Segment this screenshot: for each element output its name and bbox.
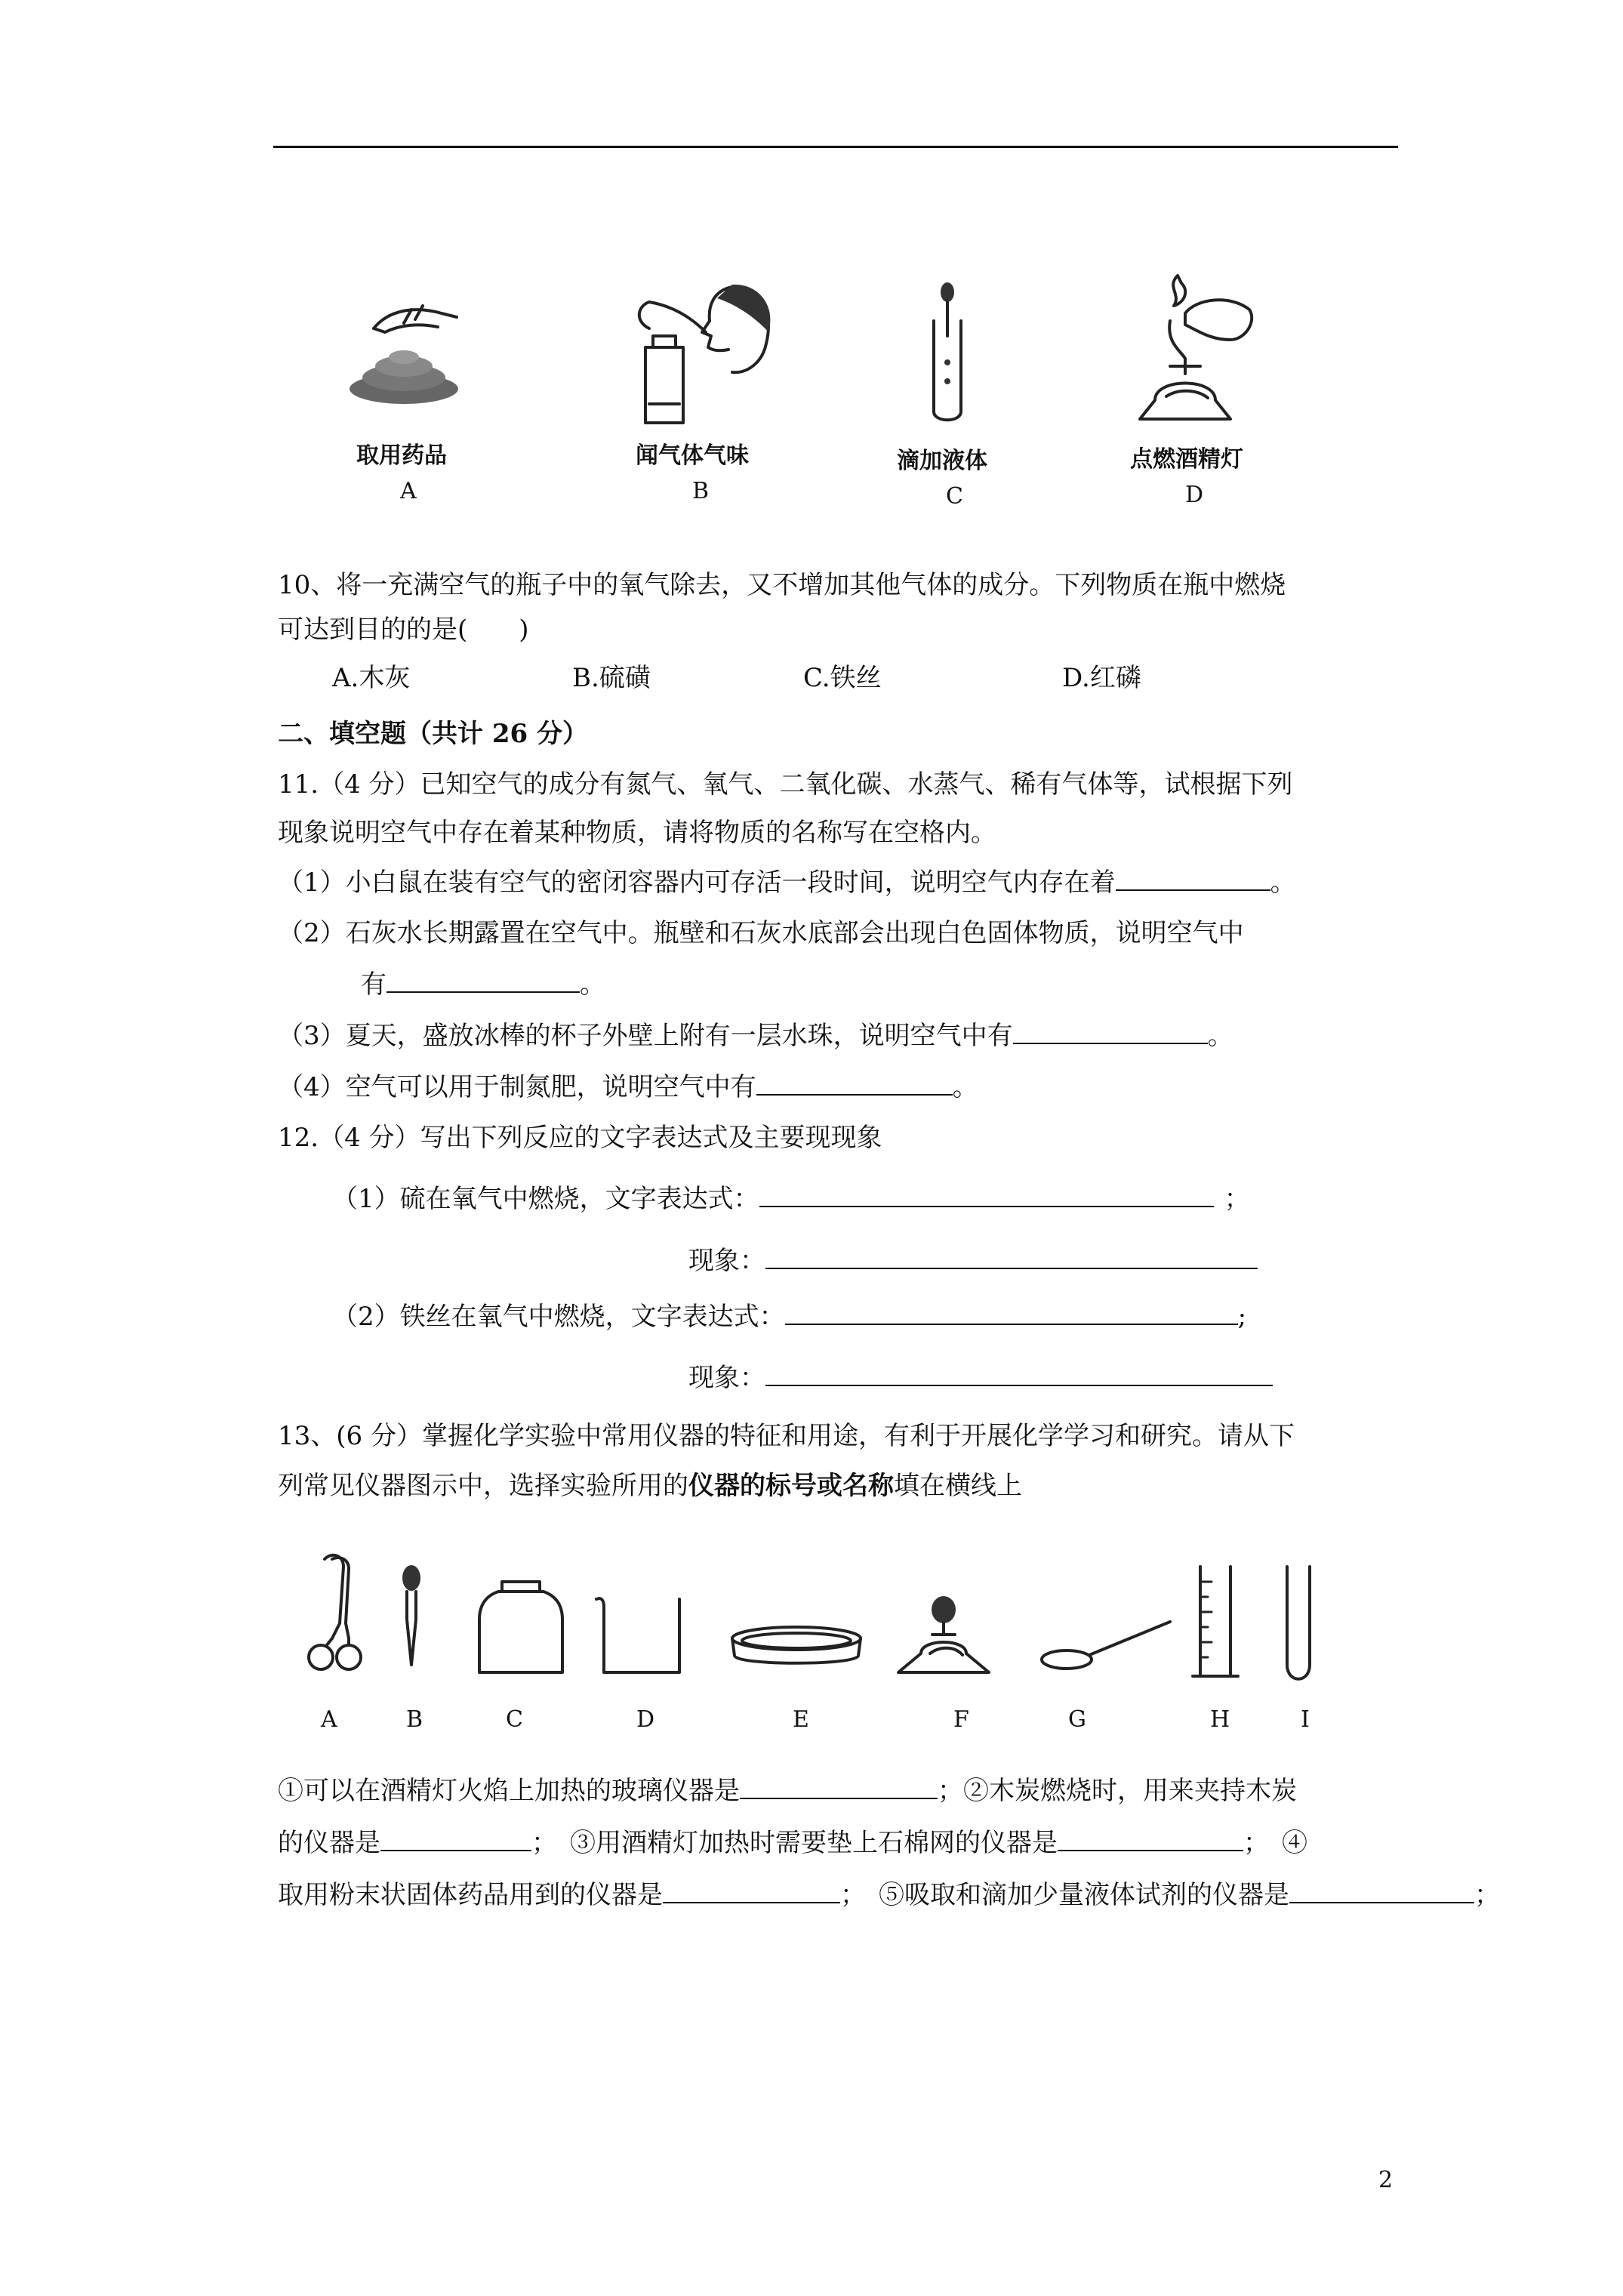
- q11-blank-2[interactable]: [387, 969, 580, 993]
- q12-title: 12.（4 分）写出下列反应的文字表达式及主要现现象: [278, 1123, 882, 1153]
- q13-q4b-text: 取用粉末状固体药品用到的仪器是: [278, 1880, 663, 1910]
- wide-mouth-bottle-icon: [476, 1578, 566, 1680]
- q13-line2a: 列常见仪器图示中，选择实验所用的: [278, 1471, 688, 1501]
- q10-option-d: D.红磷: [1062, 663, 1141, 693]
- q13-line1: 13、(6 分）掌握化学实验中常用仪器的特征和用途，有利于开展化学学习和研究。请从下: [278, 1421, 1295, 1451]
- instrument-h-letter: H: [1210, 1706, 1230, 1733]
- q10-option-c: C.铁丝: [803, 663, 882, 693]
- q11-blank-3[interactable]: [1013, 1020, 1208, 1044]
- experiment-a-letter: A: [400, 478, 417, 504]
- q12-sub1-text: （1）硫在氧气中燃烧，文字表达式：: [332, 1184, 759, 1214]
- q11-period-4: 。: [952, 1072, 978, 1102]
- experiment-a-label: 取用药品: [356, 442, 447, 469]
- dropper-icon: [396, 1563, 427, 1672]
- q11-period-3: 。: [1207, 1021, 1233, 1051]
- experiment-b-letter: B: [692, 478, 710, 504]
- q10-option-a: A.木灰: [332, 663, 411, 693]
- q12-blank-phen-1[interactable]: [765, 1245, 1258, 1269]
- q13-row3: [278, 1878, 1500, 1912]
- q10-line1: 10、将一充满空气的瓶子中的氧气除去，又不增加其他气体的成分。下列物质在瓶中燃烧: [278, 570, 1286, 600]
- q13-q2-text: ；②木炭燃烧时，用来夹持木炭: [938, 1776, 1297, 1806]
- instrument-e-letter: E: [793, 1706, 809, 1733]
- experiment-c-letter: C: [946, 483, 963, 510]
- q11-line2: 现象说明空气中存在着某种物质，请将物质的名称写在空格内。: [278, 818, 996, 848]
- q12-sub1: [332, 1182, 1250, 1216]
- q11-blank-4[interactable]: [756, 1071, 953, 1096]
- q11-sub1: [278, 866, 1296, 899]
- section2-title: 二、填空题（共计 26 分）: [278, 719, 588, 749]
- q11-sub4-text: （4）空气可以用于制氮肥，说明空气中有: [278, 1072, 756, 1102]
- evaporating-dish-icon: [728, 1622, 864, 1675]
- q13-row2: [278, 1826, 1307, 1860]
- test-tube-icon: [1276, 1563, 1321, 1687]
- q13-row1: [278, 1774, 1297, 1808]
- q12-blank-expr-1[interactable]: [759, 1183, 1214, 1207]
- experiment-c-label: 滴加液体: [897, 448, 987, 474]
- q13-blank-1[interactable]: [740, 1775, 938, 1799]
- q11-sub2b: [361, 968, 605, 1001]
- q13-q1-text: ①可以在酒精灯火焰上加热的玻璃仪器是: [278, 1776, 740, 1806]
- q11-sub1-text: （1）小白鼠在装有空气的密闭容器内可存活一段时间，说明空气内存在着: [278, 868, 1116, 898]
- q13-blank-3[interactable]: [1058, 1827, 1243, 1851]
- q12-phenomenon-1: [688, 1244, 1258, 1277]
- instrument-d-letter: D: [636, 1706, 655, 1733]
- graduated-cylinder-icon: [1185, 1563, 1246, 1687]
- q13-q5-text: ； ⑤吸取和滴加少量液体试剂的仪器是: [840, 1880, 1289, 1910]
- q10-line2: 可达到目的的是( ): [278, 615, 529, 645]
- q12-semicolon-2: ;: [1237, 1302, 1247, 1332]
- header-rule: [273, 146, 1398, 148]
- q12-blank-phen-2[interactable]: [765, 1362, 1273, 1386]
- q12-sub2: [332, 1300, 1246, 1333]
- q13-q2b-text: 的仪器是: [278, 1828, 380, 1858]
- q11-period-1: 。: [1270, 868, 1296, 898]
- page-number: 2: [1378, 2167, 1394, 2193]
- hand-over-powder-icon: [343, 298, 464, 411]
- q13-q4-text: ； ④: [1243, 1828, 1307, 1858]
- lighting-alcohol-lamp-icon: [1125, 268, 1261, 430]
- q13-blank-2[interactable]: [380, 1827, 531, 1851]
- q12-phenomenon-2: [688, 1361, 1273, 1395]
- q11-sub2a: （2）石灰水长期露置在空气中。瓶壁和石灰水底部会出现白色固体物质，说明空气中: [278, 918, 1244, 948]
- instrument-g-letter: G: [1068, 1706, 1086, 1733]
- medicine-spoon-icon: [1038, 1616, 1174, 1676]
- q12-phenomenon-1-label: 现象：: [688, 1246, 765, 1276]
- q13-q5-end: ；: [1474, 1880, 1500, 1910]
- instrument-a-letter: A: [321, 1706, 337, 1733]
- q11-period-2: 。: [580, 969, 605, 1000]
- q12-phenomenon-2-label: 现象：: [688, 1363, 765, 1393]
- experiment-d-letter: D: [1185, 482, 1204, 508]
- beaker-icon: [593, 1593, 691, 1680]
- q11-sub3-text: （3）夏天，盛放冰棒的杯子外壁上附有一层水珠，说明空气中有: [278, 1021, 1013, 1051]
- q13-blank-4[interactable]: [663, 1879, 840, 1903]
- q11-sub4: [278, 1071, 978, 1104]
- instrument-f-letter: F: [953, 1706, 969, 1733]
- q11-blank-1[interactable]: [1116, 867, 1270, 891]
- q12-blank-expr-2[interactable]: [785, 1301, 1238, 1325]
- q11-sub2b-text: 有: [361, 969, 387, 1000]
- q10-option-b: B.硫磺: [572, 663, 651, 693]
- q13-q3-text: ； ③用酒精灯加热时需要垫上石棉网的仪器是: [531, 1828, 1058, 1858]
- person-smelling-bottle-icon: [619, 276, 778, 434]
- crucible-tongs-icon: [302, 1548, 362, 1676]
- q13-line2: [278, 1469, 1022, 1502]
- instrument-c-letter: C: [506, 1706, 523, 1733]
- alcohol-lamp-icon: [891, 1593, 996, 1680]
- q13-line2c: 填在横线上: [894, 1471, 1022, 1501]
- instrument-b-letter: B: [406, 1706, 423, 1733]
- q13-line2b: 仪器的标号或名称: [688, 1471, 894, 1501]
- q13-blank-5[interactable]: [1289, 1879, 1474, 1903]
- instrument-i-letter: I: [1301, 1706, 1310, 1733]
- q11-line1: 11.（4 分）已知空气的成分有氮气、氧气、二氧化碳、水蒸气、稀有气体等，试根据下列: [278, 769, 1293, 800]
- q12-sub2-text: （2）铁丝在氧气中燃烧，文字表达式：: [332, 1302, 785, 1332]
- experiment-d-label: 点燃酒精灯: [1130, 446, 1243, 473]
- dropper-over-test-tube-icon: [925, 276, 970, 427]
- experiment-b-label: 闻气体气味: [636, 442, 749, 469]
- q11-sub3: [278, 1019, 1233, 1052]
- q12-semicolon-1: ；: [1224, 1184, 1250, 1214]
